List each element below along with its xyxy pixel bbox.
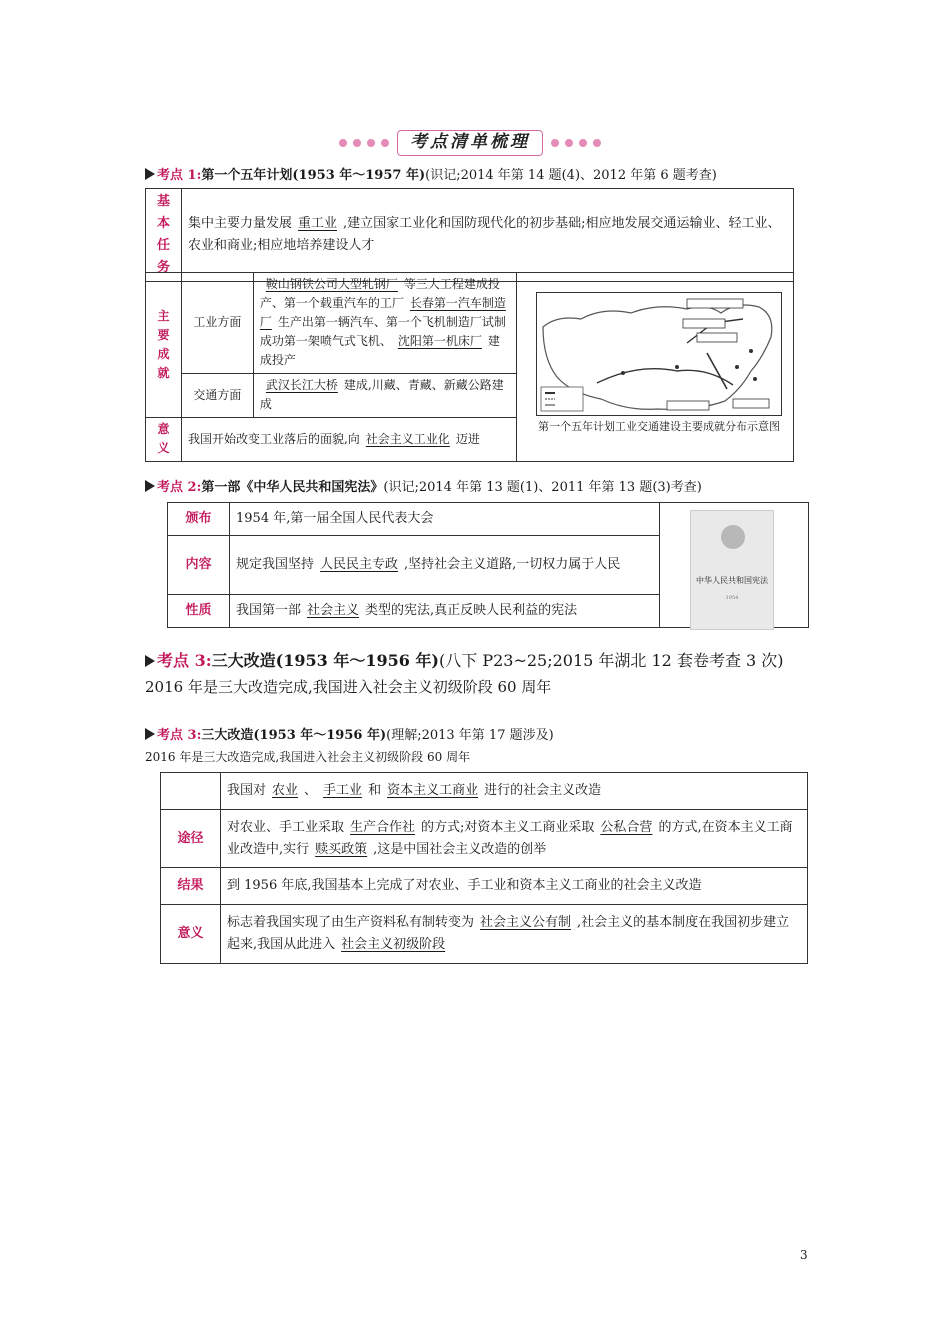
section-1-heading: 考点 1:第一个五年计划(1953 年～1957 年)(识记;2014 年第 14 题(4)、2012 年第 6 题考查) [145, 164, 717, 183]
transport-content: 武汉长江大桥 建成,川藏、青藏、新藏公路建成 [253, 373, 517, 417]
promulgation-label: 颁布 [168, 503, 230, 536]
page-title-banner [335, 130, 605, 156]
result-label: 结果 [161, 868, 221, 905]
china-map-illustration [536, 292, 782, 416]
transformation-table [160, 772, 808, 964]
approach-label: 途径 [161, 809, 221, 868]
page-title: 考点清单梳理 [397, 130, 543, 156]
empty-label-cell [161, 773, 221, 810]
decorative-dots-left [335, 141, 395, 145]
industry-content: 鞍山钢铁公司大型轧钢厂 等三大工程建成投产、第一个载重汽车的工厂 长春第一汽车制造厂 生产出第一辆汽车、第一个飞机制造厂试制成功第一架喷气式飞机、 沈阳第一机床厂 建成投产 [253, 273, 517, 374]
significance-3-content: 标志着我国实现了由生产资料私有制转变为 社会主义公有制 ,社会主义的基本制度在我国初步建立起来,我国从此进入 社会主义初级阶段 [221, 905, 808, 964]
constitution-book-image: 中华人民共和国宪法 1954 [690, 510, 774, 630]
significance-content: 我国开始改变工业落后的面貌,向 社会主义工业化 迈进 [181, 417, 516, 461]
achievements-label: 主要成就 [146, 273, 182, 418]
arrow-icon [145, 655, 155, 667]
section-2-heading: 考点 2:第一部《中华人民共和国宪法》(识记;2014 年第 13 题(1)、2011 年第 13 题(3)考查) [145, 476, 702, 495]
promulgation-content: 1954 年,第一届全国人民代表大会 [230, 503, 660, 536]
task-table [145, 188, 794, 282]
content-label: 内容 [168, 536, 230, 594]
nature-label: 性质 [168, 594, 230, 627]
transport-label: 交通方面 [181, 373, 253, 417]
page-number: 3 [800, 1248, 808, 1262]
section-3b-note: 2016 年是三大改造完成,我国进入社会主义初级阶段 60 周年 [145, 750, 471, 764]
task-content: 集中主要力量发展 重工业 ,建立国家工业化和国防现代化的初步基础;相应地发展交通运输业、轻工业、农业和商业;相应地培养建设人才 [182, 189, 794, 282]
content-text: 规定我国坚持 人民民主专政 ,坚持社会主义道路,一切权力属于人民 [230, 536, 660, 594]
nature-content: 我国第一部 社会主义 类型的宪法,真正反映人民利益的宪法 [230, 594, 660, 627]
national-emblem-icon [721, 525, 745, 549]
map-caption: 第一个五年计划工业交通建设主要成就分布示意图 [538, 420, 780, 433]
result-content: 到 1956 年底,我国基本上完成了对农业、手工业和资本主义工商业的社会主义改造 [221, 868, 808, 905]
map-icon [537, 293, 781, 415]
decorative-dots-right [545, 141, 605, 145]
arrow-icon [145, 168, 155, 180]
significance-label: 意义 [146, 417, 182, 461]
section-3b-heading: 考点 3:三大改造(1953 年～1956 年)(理解;2013 年第 17 题涉及) [145, 724, 554, 743]
arrow-icon [145, 728, 155, 740]
answer-blank: 重工业 [298, 216, 338, 231]
approach-content: 对农业、手工业采取 生产合作社 的方式;对资本主义工商业采取 公私合营 的方式,在资本主义工商业改造中,实行 赎买政策 ,这是中国社会主义改造的创举 [221, 809, 808, 868]
section-3a-heading: 考点 3:三大改造(1953 年～1956 年)(八下 P23~25;2015 年湖北 12 套卷考查 3 次) [145, 648, 784, 671]
task-label: 基本任务 [146, 189, 182, 282]
section-3a-note: 2016 年是三大改造完成,我国进入社会主义初级阶段 60 周年 [145, 678, 552, 696]
industry-label: 工业方面 [181, 273, 253, 374]
arrow-icon [145, 480, 155, 492]
transformation-intro: 我国对 农业 、 手工业 和 资本主义工商业 进行的社会主义改造 [221, 773, 808, 810]
significance-3-label: 意义 [161, 905, 221, 964]
